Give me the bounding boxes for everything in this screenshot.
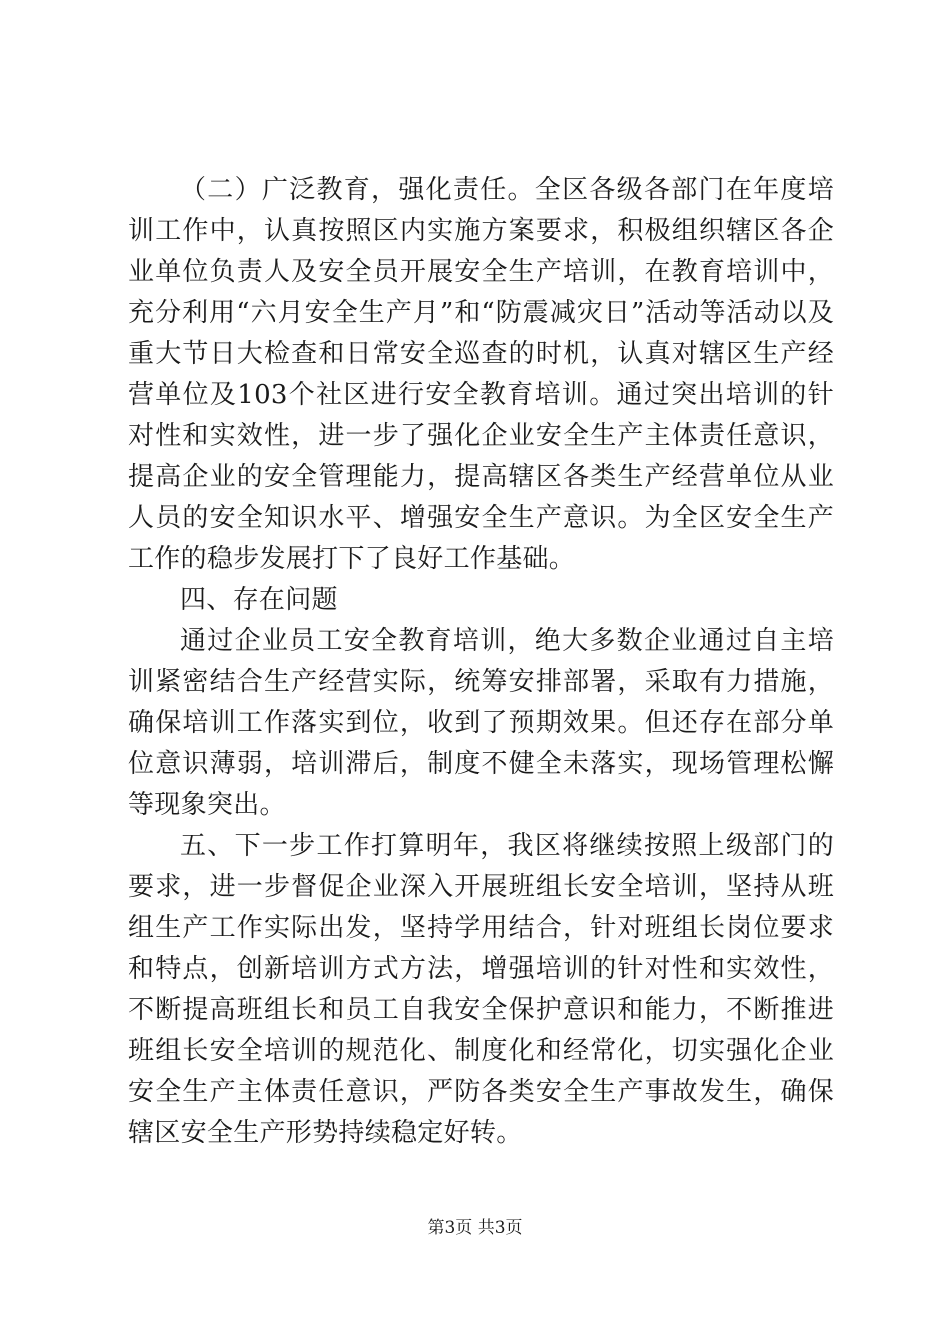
page-footer: 第3页 共3页 <box>427 1218 523 1238</box>
paragraph-broad-education: （二）广泛教育，强化责任。全区各级各部门在年度培训工作中，认真按照区内实施方案要求，积极组织辖区各企业单位负责人及安全员开展安全生产培训，在教育培训中，充分利用“六月安全生产月”和“防震减灾日”活动等活动以及重大节日大检查和日常安全巡查的时机，认真对辖区生产经营单位及103个社区进行安全教育培训。通过突出培训的针对性和实效性，进一步了强化企业安全生产主体责任意识，提高企业的安全管理能力，提高辖区各类生产经营单位从业人员的安全知识水平、增强安全生产意识。为全区安全生产工作的稳步发展打下了良好工作基础。 <box>128 175 834 574</box>
document-body <box>128 170 834 1154</box>
paragraph-existing-problems: 通过企业员工安全教育培训，绝大多数企业通过自主培训紧密结合生产经营实际，统筹安排部署，采取有力措施，确保培训工作落实到位，收到了预期效果。但还存在部分单位意识薄弱，培训滞后，制度不健全未落实，现场管理松懈等现象突出。 <box>128 626 834 820</box>
paragraph-next-step-plan: 五、下一步工作打算明年，我区将继续按照上级部门的要求，进一步督促企业深入开展班组长安全培训，坚持从班组生产工作实际出发，坚持学用结合，针对班组长岗位要求和特点，创新培训方式方法，增强培训的针对性和实效性，不断提高班组长和员工自我安全保护意识和能力，不断推进班组长安全培训的规范化、制度化和经常化，切实强化企业安全生产主体责任意识，严防各类安全生产事故发生，确保辖区安全生产形势持续稳定好转。 <box>128 831 834 1148</box>
section-heading-existing-problems: 四、存在问题 <box>180 585 338 615</box>
